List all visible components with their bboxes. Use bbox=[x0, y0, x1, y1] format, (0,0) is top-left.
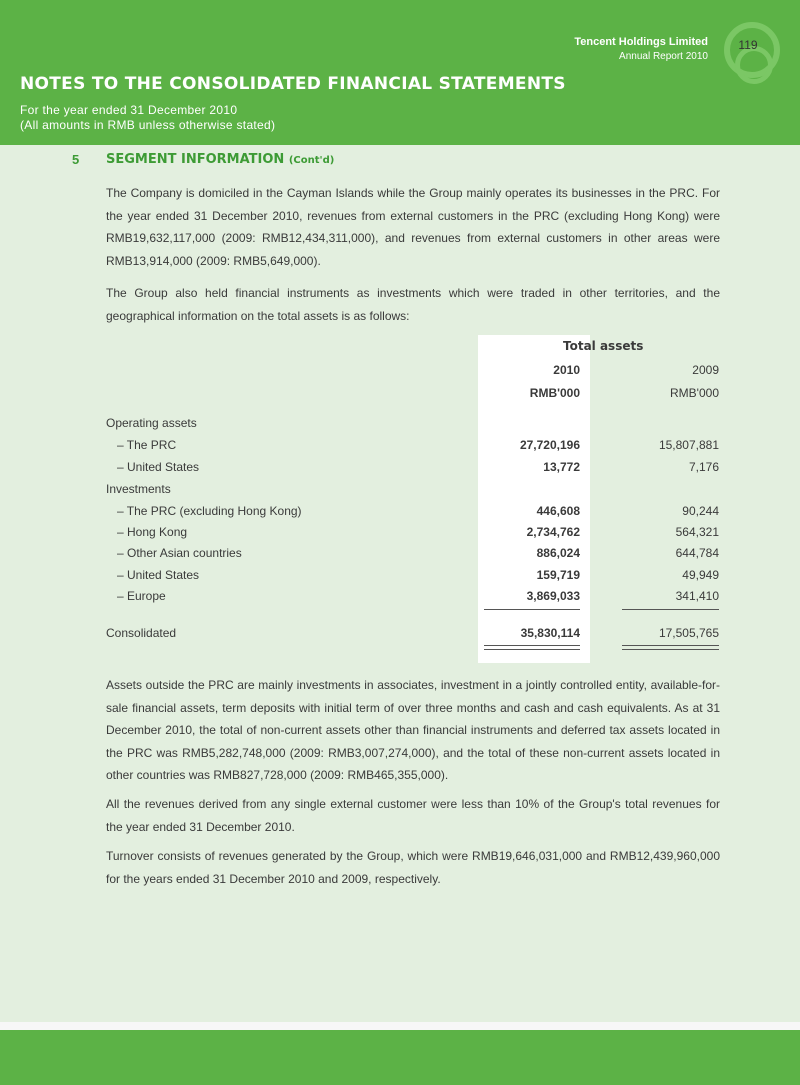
paragraph-turnover: Turnover consists of revenues generated by the Group, which were RMB19,646,031,000 and RMB12,439,960,000 for the years ended 31 December 2010 and 2009, respectively. bbox=[106, 849, 720, 886]
paragraph-revenues: The Company is domiciled in the Cayman Islands while the Group mainly operates its businesses in the PRC. For the year ended 31 December 2010, revenues from external customers in the PRC (excluding Hong Kong) were RMB19,632,117,000 (2009: RMB12,434,311,000), and revenues from external customers in other areas were RMB13,914,000 (2009: RMB5,649,000). bbox=[106, 186, 720, 268]
table-row bbox=[0, 416, 800, 436]
value-2009: 341,410 bbox=[675, 589, 719, 603]
row-label: – United States bbox=[117, 568, 200, 582]
row-label: Investments bbox=[106, 482, 171, 496]
paragraph-investments: The Group also held financial instruments as investments which were traded in other territories, and the geographical information on the total assets is as follows: bbox=[106, 286, 720, 323]
report-name: Annual Report 2010 bbox=[619, 51, 708, 62]
subtotal-rule-2010 bbox=[484, 609, 580, 610]
page-title: NOTES TO THE CONSOLIDATED FINANCIAL STATEMENTS bbox=[20, 74, 566, 94]
col-2009-unit: RMB'000 bbox=[670, 386, 719, 400]
table-row bbox=[0, 482, 800, 502]
row-label: Consolidated bbox=[106, 626, 177, 640]
table-row bbox=[0, 460, 800, 480]
section-title bbox=[106, 152, 334, 167]
company-name: Tencent Holdings Limited bbox=[574, 36, 708, 48]
total-rule-2010-bottom bbox=[484, 649, 580, 650]
row-label: Operating assets bbox=[106, 416, 197, 430]
value-2010: 446,608 bbox=[536, 504, 580, 518]
value-2010: 27,720,196 bbox=[519, 438, 580, 452]
value-2010: 3,869,033 bbox=[526, 589, 580, 603]
row-label: – The PRC bbox=[117, 438, 177, 452]
section-title-text: SEGMENT INFORMATION bbox=[106, 152, 285, 167]
paragraph-single-customer: All the revenues derived from any single external customer were less than 10% of the Group's total revenues for the year ended 31 December 2010. bbox=[106, 797, 720, 834]
row-label: – Other Asian countries bbox=[117, 546, 242, 560]
table-heading: Total assets bbox=[563, 339, 644, 353]
col-2010-year: 2010 bbox=[553, 363, 580, 377]
value-2009: 15,807,881 bbox=[658, 438, 719, 452]
value-2009: 7,176 bbox=[688, 460, 719, 474]
value-2010: 13,772 bbox=[543, 460, 580, 474]
value-2009: 90,244 bbox=[682, 504, 719, 518]
value-2010: 35,830,114 bbox=[520, 626, 580, 640]
table-row bbox=[0, 589, 800, 609]
total-rule-2009-bottom bbox=[622, 649, 719, 650]
col-2010-unit: RMB'000 bbox=[529, 386, 580, 400]
section-number: 5 bbox=[72, 152, 80, 167]
page-number: 119 bbox=[738, 38, 758, 52]
table-row bbox=[0, 525, 800, 545]
table-row-total bbox=[0, 626, 800, 646]
table-row bbox=[0, 504, 800, 524]
value-2009: 49,949 bbox=[682, 568, 719, 582]
row-label: – Hong Kong bbox=[117, 525, 188, 539]
row-label: – Europe bbox=[117, 589, 166, 603]
value-2009: 17,505,765 bbox=[658, 626, 719, 640]
value-2010: 2,734,762 bbox=[526, 525, 580, 539]
page-subtitle-currency: (All amounts in RMB unless otherwise stated) bbox=[20, 118, 276, 132]
section-cont: (Cont'd) bbox=[288, 155, 335, 166]
page-subtitle-period: For the year ended 31 December 2010 bbox=[20, 103, 238, 117]
value-2010: 159,719 bbox=[536, 568, 580, 582]
total-rule-2009-top bbox=[622, 645, 719, 646]
table-row bbox=[0, 546, 800, 566]
table-row bbox=[0, 568, 800, 588]
value-2010: 886,024 bbox=[536, 546, 580, 560]
value-2009: 564,321 bbox=[675, 525, 719, 539]
subtotal-rule-2009 bbox=[622, 609, 719, 610]
total-rule-2010-top bbox=[484, 645, 580, 646]
page-footer bbox=[0, 1030, 800, 1085]
value-2009: 644,784 bbox=[675, 546, 719, 560]
col-2009-year: 2009 bbox=[692, 363, 719, 377]
row-label: – United States bbox=[117, 460, 200, 474]
footer-gap bbox=[0, 1022, 800, 1030]
paragraph-assets-outside-prc: Assets outside the PRC are mainly investments in associates, investment in a jointly controlled entity, available-for-sale financial assets, term deposits with initial term of over three months and cash and cash equivalents. As at 31 December 2010, the total of non-current assets other than financial instruments and deferred tax assets located in the PRC was RMB5,282,748,000 (2009: RMB3,007,274,000), and the total of these non-current assets located in other countries was RMB827,728,000 (2009: RMB465,355,000). bbox=[106, 678, 720, 782]
table-row bbox=[0, 438, 800, 458]
row-label: – The PRC (excluding Hong Kong) bbox=[117, 504, 302, 518]
